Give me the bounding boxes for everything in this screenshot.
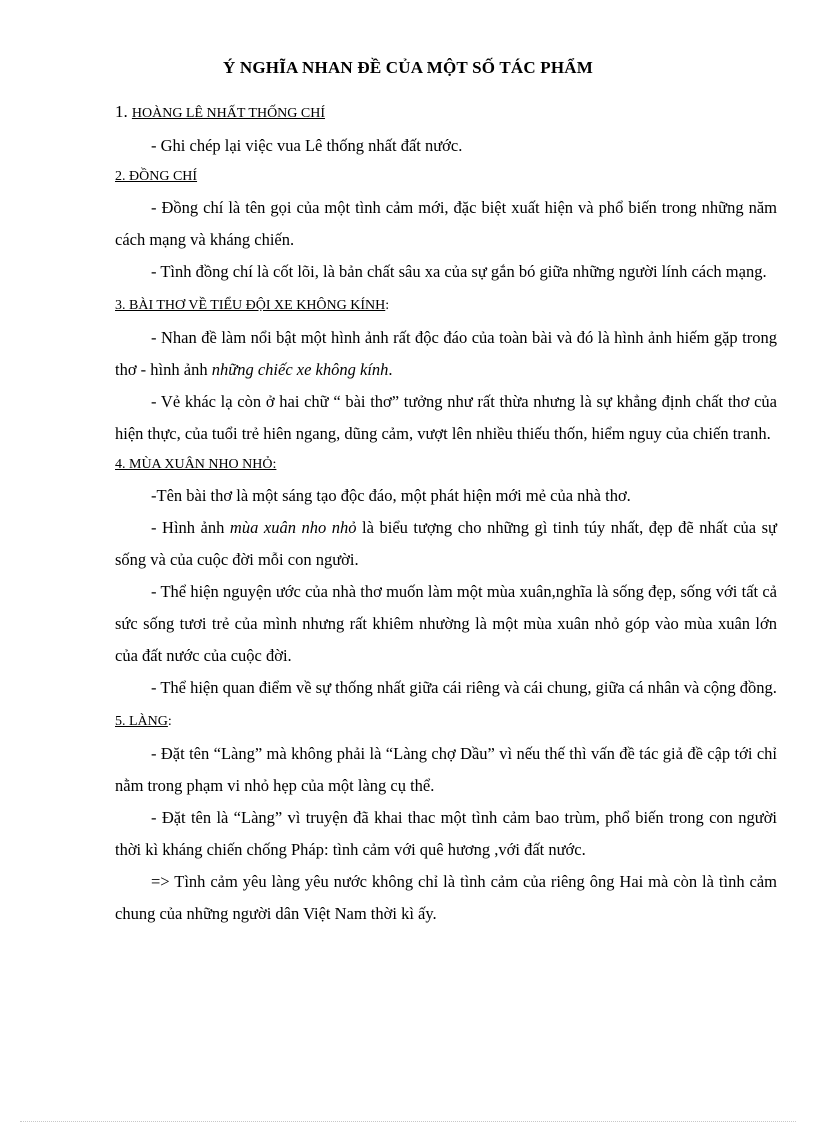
paragraph: - Đặt tên “Làng” mà không phải là “Làng chợ Dầu” vì nếu thế thì vấn đề tác giả đề cập tới chỉ nằm trong phạm vi nhỏ hẹp của một làng cụ thể. xyxy=(115,744,777,795)
paragraph: - Nhan đề làm nổi bật một hình ảnh rất độc đáo của toàn bài và đó là hình ảnh hiếm gặp trong thơ - hình ảnh những chiếc xe không kính. xyxy=(115,328,777,379)
paragraph: -Tên bài thơ là một sáng tạo độc đáo, một phát hiện mới mẻ của nhà thơ. xyxy=(151,486,631,505)
italic-phrase: mùa xuân nho nhỏ xyxy=(229,518,357,537)
section-heading-4: 4. MÙA XUÂN NHO NHỎ: xyxy=(115,457,277,472)
section-number: 1. xyxy=(115,102,128,121)
paragraph: - Tình đồng chí là cốt lõi, là bản chất sâu xa của sự gắn bó giữa những người lính cách mạng. xyxy=(151,262,767,281)
section-title: 3. BÀI THƠ VỀ TIỂU ĐỘI XE KHÔNG KÍNH xyxy=(115,298,386,313)
document-title: Ý NGHĨA NHAN ĐỀ CỦA MỘT SỐ TÁC PHẨM xyxy=(222,58,593,77)
paragraph: - Thể hiện quan điểm về sự thống nhất giữa cái riêng và cái chung, giữa cá nhân và cộng đồng. xyxy=(151,678,777,697)
paragraph: - Vẻ khác lạ còn ở hai chữ “ bài thơ” tưởng như rất thừa nhưng là sự khẳng định chất thơ của hiện thực, của tuổi trẻ hiên ngang, dũng cảm, vượt lên nhiều thiếu thốn, hiểm nguy của chiến tranh. xyxy=(115,392,777,443)
italic-phrase: những chiếc xe không kính xyxy=(211,360,389,379)
paragraph: - Hình ảnh mùa xuân nho nhỏ là biểu tượng cho những gì tinh túy nhất, đẹp đẽ nhất của sự sống và của cuộc đời mỗi con người. xyxy=(115,518,777,569)
section-heading-3: 3. BÀI THƠ VỀ TIỂU ĐỘI XE KHÔNG KÍNH: xyxy=(115,298,390,313)
paragraph: - Đặt tên là “Làng” vì truyện đã khai thac một tình cảm bao trùm, phổ biến trong con người thời kì kháng chiến chống Pháp: tình cảm với quê hương ,với đất nước. xyxy=(115,808,777,859)
section-title: HOÀNG LÊ NHẤT THỐNG CHÍ xyxy=(131,106,326,121)
page-bottom-divider xyxy=(20,1121,796,1122)
paragraph: => Tình cảm yêu làng yêu nước không chỉ là tình cảm của riêng ông Hai mà còn là tình cảm chung của những người dân Việt Nam thời kì ấy. xyxy=(115,872,777,923)
section-heading-1 xyxy=(115,96,777,130)
section-heading-5: 5. LÀNG: xyxy=(115,714,172,729)
paragraph: - Thể hiện nguyện ước của nhà thơ muốn làm một mùa xuân,nghĩa là sống đẹp, sống với tất cả sức sống tươi trẻ của mình nhưng rất khiêm nhường là một mùa xuân nhỏ góp vào mùa xuân lớn của đất nước của cuộc đời. xyxy=(115,582,777,665)
paragraph: - Ghi chép lại việc vua Lê thống nhất đất nước. xyxy=(151,136,463,155)
document-body xyxy=(115,96,777,930)
section-heading-2: 2. ĐỒNG CHÍ xyxy=(115,169,198,184)
section-title: 5. LÀNG xyxy=(115,714,168,729)
paragraph: - Đồng chí là tên gọi của một tình cảm mới, đặc biệt xuất hiện và phổ biến trong những năm cách mạng và kháng chiến. xyxy=(115,198,777,249)
